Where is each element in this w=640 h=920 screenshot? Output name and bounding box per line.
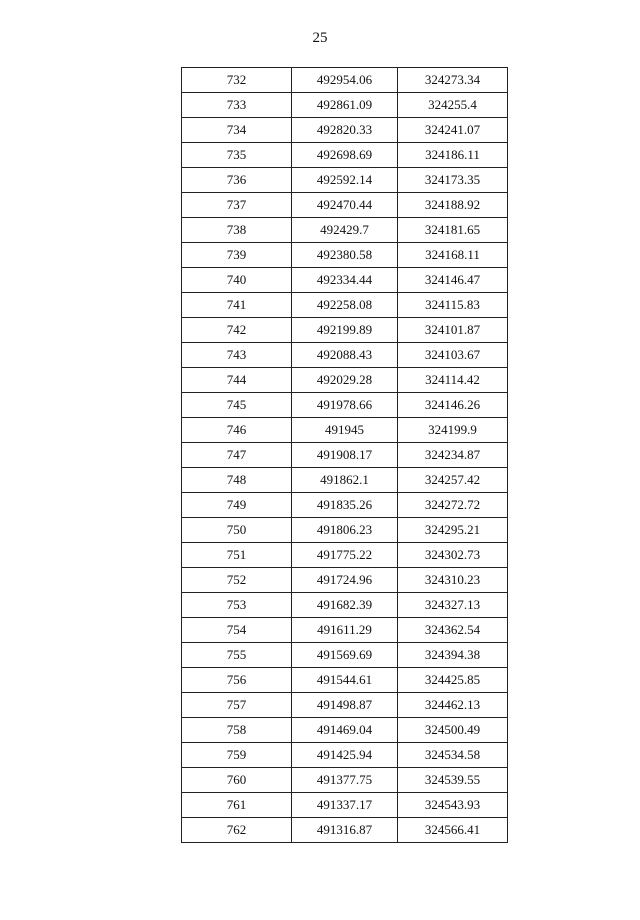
y-coordinate-cell: 324310.23 xyxy=(398,568,508,593)
point-number-cell: 738 xyxy=(182,218,292,243)
point-number-cell: 754 xyxy=(182,618,292,643)
point-number-cell: 733 xyxy=(182,93,292,118)
x-coordinate-cell: 491498.87 xyxy=(292,693,398,718)
x-coordinate-cell: 491682.39 xyxy=(292,593,398,618)
table-row xyxy=(182,318,508,343)
table-row xyxy=(182,293,508,318)
x-coordinate-cell: 491806.23 xyxy=(292,518,398,543)
table-row xyxy=(182,218,508,243)
y-coordinate-cell: 324114.42 xyxy=(398,368,508,393)
x-coordinate-cell: 492861.09 xyxy=(292,93,398,118)
table-row xyxy=(182,743,508,768)
point-number-cell: 759 xyxy=(182,743,292,768)
table-row xyxy=(182,443,508,468)
y-coordinate-cell: 324295.21 xyxy=(398,518,508,543)
y-coordinate-cell: 324425.85 xyxy=(398,668,508,693)
point-number-cell: 744 xyxy=(182,368,292,393)
x-coordinate-cell: 491316.87 xyxy=(292,818,398,843)
table-row xyxy=(182,243,508,268)
x-coordinate-cell: 492470.44 xyxy=(292,193,398,218)
y-coordinate-cell: 324327.13 xyxy=(398,593,508,618)
point-number-cell: 760 xyxy=(182,768,292,793)
y-coordinate-cell: 324173.35 xyxy=(398,168,508,193)
table-row xyxy=(182,793,508,818)
point-number-cell: 742 xyxy=(182,318,292,343)
x-coordinate-cell: 492088.43 xyxy=(292,343,398,368)
x-coordinate-cell: 491835.26 xyxy=(292,493,398,518)
table-row xyxy=(182,143,508,168)
table-row xyxy=(182,118,508,143)
y-coordinate-cell: 324272.72 xyxy=(398,493,508,518)
table-row xyxy=(182,618,508,643)
y-coordinate-cell: 324199.9 xyxy=(398,418,508,443)
point-number-cell: 739 xyxy=(182,243,292,268)
y-coordinate-cell: 324188.92 xyxy=(398,193,508,218)
x-coordinate-cell: 491862.1 xyxy=(292,468,398,493)
point-number-cell: 755 xyxy=(182,643,292,668)
point-number-cell: 741 xyxy=(182,293,292,318)
x-coordinate-cell: 492429.7 xyxy=(292,218,398,243)
table-row xyxy=(182,768,508,793)
y-coordinate-cell: 324255.4 xyxy=(398,93,508,118)
table-row xyxy=(182,393,508,418)
point-number-cell: 749 xyxy=(182,493,292,518)
x-coordinate-cell: 491908.17 xyxy=(292,443,398,468)
page-number: 25 xyxy=(312,30,328,46)
point-number-cell: 737 xyxy=(182,193,292,218)
y-coordinate-cell: 324543.93 xyxy=(398,793,508,818)
x-coordinate-cell: 491377.75 xyxy=(292,768,398,793)
point-number-cell: 747 xyxy=(182,443,292,468)
x-coordinate-cell: 491337.17 xyxy=(292,793,398,818)
y-coordinate-cell: 324257.42 xyxy=(398,468,508,493)
table-row xyxy=(182,693,508,718)
point-number-cell: 745 xyxy=(182,393,292,418)
x-coordinate-cell: 492698.69 xyxy=(292,143,398,168)
table-row xyxy=(182,493,508,518)
x-coordinate-cell: 492820.33 xyxy=(292,118,398,143)
table-row xyxy=(182,718,508,743)
point-number-cell: 753 xyxy=(182,593,292,618)
x-coordinate-cell: 491425.94 xyxy=(292,743,398,768)
point-number-cell: 736 xyxy=(182,168,292,193)
table-row xyxy=(182,543,508,568)
y-coordinate-cell: 324146.47 xyxy=(398,268,508,293)
y-coordinate-cell: 324181.65 xyxy=(398,218,508,243)
point-number-cell: 756 xyxy=(182,668,292,693)
x-coordinate-cell: 492380.58 xyxy=(292,243,398,268)
table-row xyxy=(182,643,508,668)
y-coordinate-cell: 324234.87 xyxy=(398,443,508,468)
y-coordinate-cell: 324115.83 xyxy=(398,293,508,318)
point-number-cell: 752 xyxy=(182,568,292,593)
point-number-cell: 758 xyxy=(182,718,292,743)
point-number-cell: 757 xyxy=(182,693,292,718)
table-row xyxy=(182,168,508,193)
x-coordinate-cell: 492199.89 xyxy=(292,318,398,343)
table-row xyxy=(182,568,508,593)
y-coordinate-cell: 324500.49 xyxy=(398,718,508,743)
y-coordinate-cell: 324273.34 xyxy=(398,68,508,93)
y-coordinate-cell: 324168.11 xyxy=(398,243,508,268)
y-coordinate-cell: 324146.26 xyxy=(398,393,508,418)
y-coordinate-cell: 324539.55 xyxy=(398,768,508,793)
y-coordinate-cell: 324534.58 xyxy=(398,743,508,768)
y-coordinate-cell: 324394.38 xyxy=(398,643,508,668)
y-coordinate-cell: 324186.11 xyxy=(398,143,508,168)
table-row xyxy=(182,268,508,293)
point-number-cell: 743 xyxy=(182,343,292,368)
x-coordinate-cell: 491724.96 xyxy=(292,568,398,593)
y-coordinate-cell: 324103.67 xyxy=(398,343,508,368)
table-row xyxy=(182,93,508,118)
point-number-cell: 746 xyxy=(182,418,292,443)
point-number-cell: 735 xyxy=(182,143,292,168)
y-coordinate-cell: 324362.54 xyxy=(398,618,508,643)
table-row xyxy=(182,818,508,843)
table-row xyxy=(182,593,508,618)
table-row xyxy=(182,68,508,93)
point-number-cell: 734 xyxy=(182,118,292,143)
table-row xyxy=(182,343,508,368)
point-number-cell: 732 xyxy=(182,68,292,93)
point-number-cell: 750 xyxy=(182,518,292,543)
point-number-cell: 762 xyxy=(182,818,292,843)
x-coordinate-cell: 491775.22 xyxy=(292,543,398,568)
table-row xyxy=(182,368,508,393)
point-number-cell: 751 xyxy=(182,543,292,568)
x-coordinate-cell: 492334.44 xyxy=(292,268,398,293)
table-row xyxy=(182,193,508,218)
y-coordinate-cell: 324241.07 xyxy=(398,118,508,143)
table-row xyxy=(182,668,508,693)
point-number-cell: 748 xyxy=(182,468,292,493)
y-coordinate-cell: 324302.73 xyxy=(398,543,508,568)
point-number-cell: 740 xyxy=(182,268,292,293)
table-row xyxy=(182,418,508,443)
x-coordinate-cell: 492029.28 xyxy=(292,368,398,393)
coordinates-table-body xyxy=(182,68,508,843)
y-coordinate-cell: 324101.87 xyxy=(398,318,508,343)
x-coordinate-cell: 491978.66 xyxy=(292,393,398,418)
y-coordinate-cell: 324566.41 xyxy=(398,818,508,843)
x-coordinate-cell: 491611.29 xyxy=(292,618,398,643)
x-coordinate-cell: 492592.14 xyxy=(292,168,398,193)
x-coordinate-cell: 491945 xyxy=(292,418,398,443)
table-row xyxy=(182,518,508,543)
coordinates-table xyxy=(181,67,508,843)
x-coordinate-cell: 491544.61 xyxy=(292,668,398,693)
x-coordinate-cell: 492954.06 xyxy=(292,68,398,93)
x-coordinate-cell: 492258.08 xyxy=(292,293,398,318)
table-row xyxy=(182,468,508,493)
point-number-cell: 761 xyxy=(182,793,292,818)
x-coordinate-cell: 491469.04 xyxy=(292,718,398,743)
x-coordinate-cell: 491569.69 xyxy=(292,643,398,668)
y-coordinate-cell: 324462.13 xyxy=(398,693,508,718)
